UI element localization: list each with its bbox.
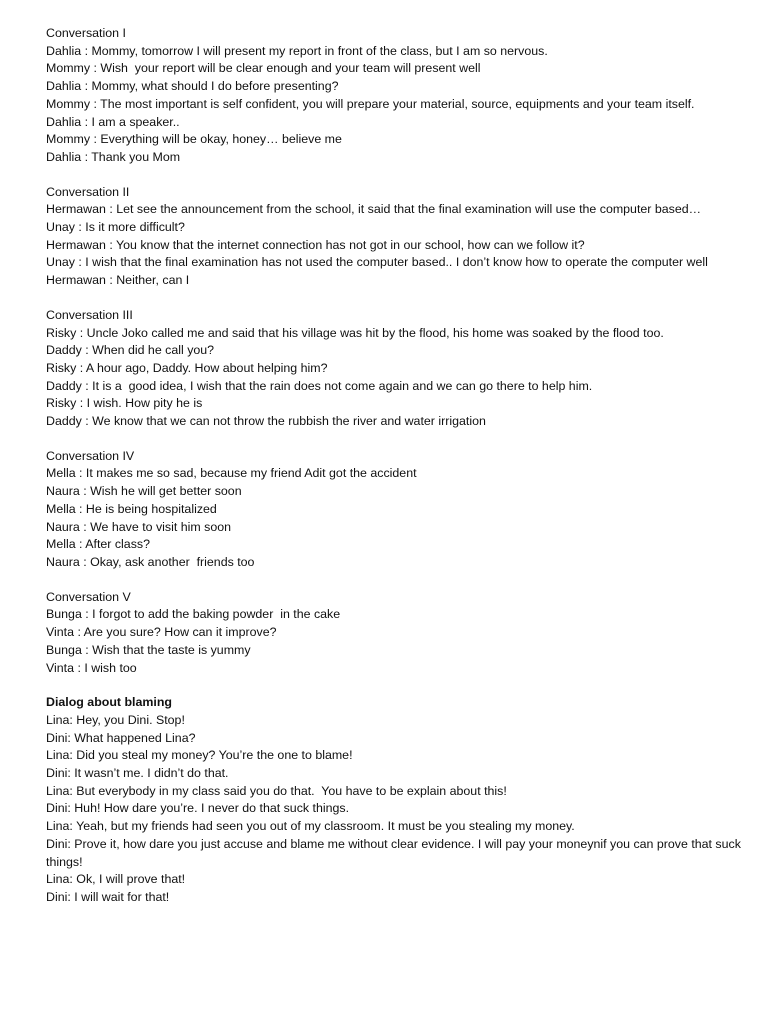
dialog-line: Lina: Did you steal my money? You’re the one to blame! <box>46 748 353 763</box>
dialog-line: Bunga : Wish that the taste is yummy <box>46 642 251 657</box>
dialog-line: Mommy : The most important is self confident, you will prepare your material, source, equipments and your team itself. <box>46 96 695 111</box>
section-title: Conversation IV <box>46 448 135 463</box>
document-page <box>46 25 758 924</box>
dialog-line: Mommy : Wish your report will be clear enough and your team will present well <box>46 61 481 76</box>
dialog-line: Unay : Is it more difficult? <box>46 220 185 235</box>
dialog-line: Vinta : I wish too <box>46 660 137 675</box>
dialog-line: Bunga : I forgot to add the baking powder in the cake <box>46 607 341 622</box>
dialog-line: Dini: Prove it, how dare you just accuse and blame me without clear evidence. I will pay your moneynif you can prove that suck things! <box>46 836 745 869</box>
dialog-line: Mommy : Everything will be okay, honey… believe me <box>46 132 342 147</box>
dialog-line: Daddy : When did he call you? <box>46 343 215 358</box>
dialog-line: Dahlia : Mommy, what should I do before presenting? <box>46 79 339 94</box>
dialog-line: Mella : It makes me so sad, because my friend Adit got the accident <box>46 466 417 481</box>
dialog-line: Hermawan : Let see the announcement from the school, it said that the final examination will use the computer based… <box>46 202 701 217</box>
dialog-line: Hermawan : You know that the internet connection has not got in our school, how can we follow it? <box>46 237 585 252</box>
conversation-4 <box>46 448 758 572</box>
dialog-line: Dahlia : I am a speaker.. <box>46 114 180 129</box>
dialog-line: Lina: Yeah, but my friends had seen you out of my classroom. It must be you stealing my money. <box>46 819 575 834</box>
dialog-line: Dahlia : Thank you Mom <box>46 149 181 164</box>
dialog-line: Daddy : We know that we can not throw the rubbish the river and water irrigation <box>46 414 486 429</box>
dialog-line: Naura : Okay, ask another friends too <box>46 554 255 569</box>
dialog-line: Unay : I wish that the final examination has not used the computer based.. I don’t know how to operate the computer well <box>46 255 708 270</box>
conversation-3 <box>46 307 758 431</box>
dialog-line: Dini: Huh! How dare you’re. I never do that suck things. <box>46 801 350 816</box>
section-title: Conversation II <box>46 184 130 199</box>
section-title: Conversation V <box>46 589 131 604</box>
dialog-line: Risky : A hour ago, Daddy. How about helping him? <box>46 360 328 375</box>
dialog-line: Risky : I wish. How pity he is <box>46 396 203 411</box>
dialog-line: Daddy : It is a good idea, I wish that the rain does not come again and we can go there to help him. <box>46 378 593 393</box>
section-title: Conversation III <box>46 307 133 322</box>
dialog-line: Risky : Uncle Joko called me and said that his village was hit by the flood, his home was soaked by the flood too. <box>46 325 664 340</box>
dialog-line: Naura : We have to visit him soon <box>46 519 232 534</box>
conversation-1 <box>46 25 758 167</box>
dialog-line: Lina: But everybody in my class said you do that. You have to be explain about this! <box>46 783 507 798</box>
dialog-line: Dini: What happened Lina? <box>46 730 196 745</box>
dialog-line: Mella : He is being hospitalized <box>46 501 217 516</box>
dialog-line: Lina: Ok, I will prove that! <box>46 872 186 887</box>
section-title: Dialog about blaming <box>46 695 172 710</box>
dialog-line: Dini: I will wait for that! <box>46 889 170 904</box>
conversation-2 <box>46 184 758 290</box>
dialog-line: Vinta : Are you sure? How can it improve? <box>46 625 277 640</box>
dialog-line: Dini: It wasn’t me. I didn’t do that. <box>46 766 229 781</box>
dialog-line: Hermawan : Neither, can I <box>46 273 190 288</box>
dialog-line: Lina: Hey, you Dini. Stop! <box>46 712 185 727</box>
dialog-line: Mella : After class? <box>46 537 150 552</box>
conversation-5 <box>46 589 758 678</box>
dialog-line: Naura : Wish he will get better soon <box>46 484 242 499</box>
dialog-about-blaming <box>46 694 758 906</box>
dialog-line: Dahlia : Mommy, tomorrow I will present my report in front of the class, but I am so nervous. <box>46 43 548 58</box>
section-title: Conversation I <box>46 26 126 40</box>
